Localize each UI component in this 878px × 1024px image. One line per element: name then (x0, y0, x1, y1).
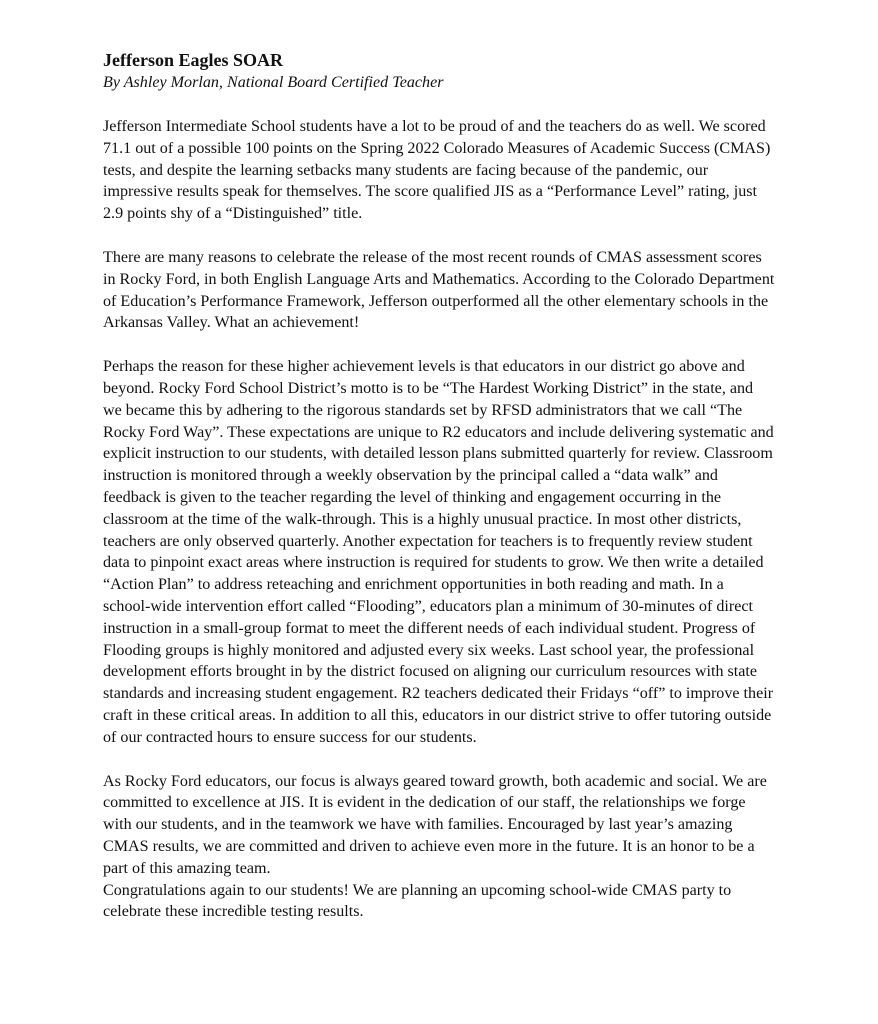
paragraph-cmas-score: Jefferson Intermediate School students have a lot to be proud of and the teachers do as well. We scored 71.1 out of a possible 100 points on the Spring 2022 Colorado Measures of Academic Success (CMAS) tests, and despite the learning setbacks many students are facing because of the pandemic, our impressive results speak for themselves. The score qualified JIS as a “Performance Level” rating, just 2.9 points shy of a “Distinguished” title. (103, 118, 771, 223)
paragraph-congratulations: Congratulations again to our students! We are planning an upcoming school-wide CMAS party to celebrate these incredible testing results. (103, 881, 732, 921)
article (103, 49, 775, 923)
paragraph-focus-on-growth: As Rocky Ford educators, our focus is always geared toward growth, both academic and social. We are committed to excellence at JIS. It is evident in the dedication of our staff, the relationships we forge with our students, and in the teamwork we have with families. Encouraged by last year’s amazing CMAS results, we are committed and driven to achieve even more in the future. It is an honor to be a part of this amazing team. (103, 772, 767, 877)
paragraph-celebrate-results: There are many reasons to celebrate the release of the most recent rounds of CMAS assessment scores in Rocky Ford, in both English Language Arts and Mathematics. According to the Colorado Department of Education’s Performance Framework, Jefferson outperformed all the other elementary schools in the Arkansas Valley. What an achievement! (103, 248, 775, 332)
article-byline: By Ashley Morlan, National Board Certified Teacher (103, 74, 444, 91)
paragraph-rocky-ford-way: Perhaps the reason for these higher achievement levels is that educators in our district go above and beyond. Rocky Ford School District’s motto is to be “The Hardest Working District” in the state, and we became this by adhering to the rigorous standards set by RFSD administrators that we call “The Rocky Ford Way”. These expectations are unique to R2 educators and include delivering systematic and explicit instruction to our students, with detailed lesson plans submitted quarterly for review. Classroom instruction is monitored through a weekly observation by the principal called a “data walk” and feedback is given to the teacher regarding the level of thinking and engagement occurring in the classroom at the time of the walk-through. This is a highly unusual practice. In most other districts, teachers are only observed quarterly. Another expectation for teachers is to frequently review student data to pinpoint exact areas where instruction is required for students to grow. We then write a detailed “Action Plan” to address reteaching and enrichment opportunities in both reading and math. In a school-wide intervention effort called “Flooding”, educators plan a minimum of 30-minutes of direct instruction in a small-group format to meet the different needs of each individual student. Progress of Flooding groups is highly monitored and adjusted every six weeks. Last school year, the professional development efforts brought in by the district focused on aligning our curriculum resources with state standards and increasing student engagement. R2 teachers dedicated their Fridays “off” to improve their craft in these critical areas. In addition to all this, educators in our district strive to offer tutoring outside of our contracted hours to ensure success for our students. (103, 358, 774, 746)
article-title: Jefferson Eagles SOAR (103, 50, 283, 70)
